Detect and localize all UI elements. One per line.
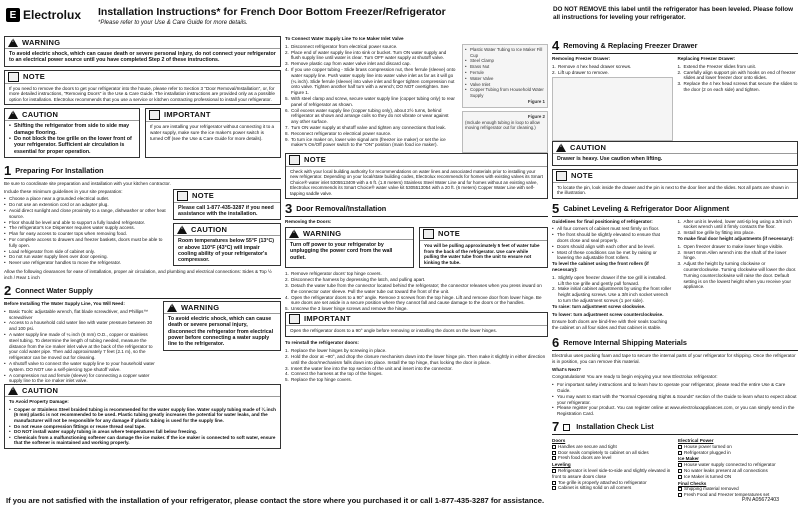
- list-item: • DO NOT install water supply tubing in areas where temperatures fall below freezing.: [9, 429, 276, 435]
- removing-drawer-heading: Removing Freezer Drawer:: [552, 56, 611, 61]
- step-item: 2. Disconnect the harness by depressing the latch, and pulling apart.: [285, 277, 426, 283]
- figure-2-label: Figure 2: [527, 113, 545, 119]
- checkbox-icon: [678, 469, 682, 473]
- step-item: 1. Remove refrigerator doors' top hinge covers.: [285, 271, 382, 277]
- section-title: Remove Internal Shipping Materials: [563, 338, 687, 348]
- checkbox-icon: [552, 486, 556, 490]
- note-icon: [556, 171, 567, 181]
- connect-water-steps: [285, 44, 457, 148]
- list-item: • All four corners of cabinet must rest firmly on floor.: [552, 226, 673, 232]
- list-item: • Valve Inlet: [465, 82, 545, 88]
- warning-icon: [8, 38, 18, 47]
- list-item: • A shutoff valve to connect the water supply line to your household water system. DO NOT use a self-piercing type shutoff valve.: [4, 361, 158, 373]
- step-item: 2. Place end of water supply line into sink or bucket. Turn ON water supply and flush supply line until water is clear. Turn OFF water supply at shutoff valve.: [285, 49, 447, 61]
- unplug-warning: [285, 227, 414, 268]
- note-label: NOTE: [192, 190, 215, 200]
- guidelines-heading: Include these minimum guidelines in your site preparation:: [4, 188, 123, 194]
- list-item: • Water Valve: [465, 76, 545, 82]
- locate-pin-text: To locate the pin, look inside the drawer and the pin is next to the door liner and the slides. Not all parts are shown in the illustration.: [557, 184, 789, 196]
- shipping-materials-text: Electrolux uses packing foam and tape to secure the internal parts of your refrigerator for shipping. Once the refrigerator is in position, you can remove this material.: [552, 353, 796, 364]
- list-item: • Copper Tubing from Household Water Supply: [465, 87, 545, 99]
- list-item: • Floor should be level and able to support a fully loaded refrigerator.: [4, 220, 168, 226]
- checklist-power: [678, 444, 798, 456]
- hinge-important-text: Open the refrigerator doors to a 90° angle before removing or installing the doors on the lower hinges.: [290, 328, 497, 334]
- checklist-item[interactable]: House water supply connected to refrigerator: [678, 462, 798, 468]
- warning-label: WARNING: [303, 228, 342, 238]
- checklist-doors-title: Doors: [552, 438, 566, 443]
- section-number: 3: [285, 201, 293, 217]
- list-item: • For complete access to drawers and freezer baskets, doors must be able to fully open.: [4, 237, 168, 249]
- leveling-final-steps: [678, 219, 799, 236]
- figure-1: [462, 44, 548, 108]
- checklist-item[interactable]: Refrigerator plugged in: [678, 450, 798, 456]
- section-1-heading: [4, 164, 281, 179]
- temperature-caution-text: Room temperatures below 55°F (13°C) or above 110°F (43°C) will impair cooling ability of your refrigerator's compressor.: [178, 238, 275, 264]
- list-item: • Doors should align with each other and be level.: [552, 244, 673, 250]
- step-item: 3. Detach the water tube from the connector located behind the refrigerator; the connector releases when you press inward on the connector outer sleeve. Pull the water tube out toward the front of the unit.: [285, 283, 542, 294]
- water-line-note-text: Check with your local building authority for recommendations on water lines and associated materials prior to installing your new refrigerator. Depending on your local/state building codes, Electrolux recommends for homes with existing valves its Smart Choice® water inlet 5305513409 with a 6 ft. (1.8 meters) Stainless Steel Water Line and for homes without an existing valve, Electrolux recommends its Smart Choice® water valve kit 5305513054 with a 20 ft. (6 meters) Copper Water Line with self-tapping saddle valve.: [290, 168, 543, 196]
- checklist-item[interactable]: Shipping material removed: [678, 486, 798, 492]
- warning-label: WARNING: [181, 302, 220, 312]
- next-steps-list: [552, 382, 798, 417]
- list-item: • Chemicals from a malfunctioning softener can damage the ice maker. If the ice maker is connected to soft water, ensure that the softener is maintained and working properly.: [9, 435, 276, 446]
- note-icon: [423, 229, 434, 239]
- list-item: • Do not use an extension cord or an adapter plug.: [4, 202, 168, 208]
- important-label: IMPORTANT: [164, 110, 211, 120]
- step-item: 3. Remove plastic cap from water valve inlet and discard cap.: [285, 61, 411, 67]
- whats-next-heading: What's Next?: [552, 366, 581, 372]
- section-title: Installation Check List: [576, 422, 654, 432]
- list-item: • Shifting the refrigerator from side to side may damage flooring.: [9, 123, 135, 136]
- step-item: 2. Install toe grille by fitting into place.: [677, 230, 755, 236]
- section-number: 1: [4, 162, 12, 178]
- list-item: • The refrigerator's Ice Dispenser requires water supply access.: [4, 225, 168, 231]
- caution-icon: [8, 386, 18, 395]
- list-item: • Never use refrigerator handles to move the refrigerator.: [4, 260, 168, 266]
- important-text: If you are installing your refrigerator without connecting it to a water supply, make sure the ice maker's power switch is turned Off (see the Use & Care Guide for more details).: [150, 124, 275, 141]
- note-icon: [177, 191, 188, 201]
- brand-logo: [6, 8, 81, 22]
- checklist-leveling-title: Leveling: [552, 462, 571, 468]
- step-item: 4. Connect the harness at the top of the hinges.: [285, 371, 383, 377]
- caution-label: CAUTION: [191, 224, 228, 234]
- assistance-text: Please call 1-877-435-3287 if you need assistance with the installation.: [178, 204, 274, 217]
- assistance-note: [173, 189, 281, 221]
- checkbox-icon: [678, 487, 682, 491]
- note-label: NOTE: [438, 229, 461, 239]
- checkbox-icon: [678, 451, 682, 455]
- list-item: • Load refrigerator from side of cabinet only.: [4, 249, 168, 255]
- shock-warning: [163, 301, 281, 350]
- checklist-item[interactable]: Door seals completely to cabinet on all sides: [552, 450, 672, 456]
- checkbox-icon: [552, 451, 556, 455]
- section-title: Connect Water Supply: [15, 286, 93, 296]
- section-number: 7: [552, 419, 560, 434]
- door-height-heading: To make final door height adjustments (if necessary):: [677, 236, 794, 242]
- leveling-step-3: Ensure both doors are bind-free with their seals touching the cabinet on all four sides and that cabinet is stable.: [552, 319, 668, 331]
- shock-warning-text: To avoid electric shock, which can cause death or severe personal injury, disconnect the refrigerator from electrical power before connecting a water supply line to the refrigerator.: [168, 316, 274, 348]
- caution-label: CAUTION: [22, 109, 59, 119]
- reinstall-heading: To reinstall the refrigerator doors:: [285, 340, 359, 346]
- figure-1-parts: [465, 47, 545, 99]
- step-item: 5. Unscrew the 3 lower hinge screws and remove the hinge.: [285, 306, 408, 312]
- brand-name: Electrolux: [23, 8, 82, 22]
- note-icon: [289, 155, 300, 165]
- list-item: • Do not block the toe grille on the lower front of your refrigerator. Sufficient air circulation is essential for proper operation.: [9, 136, 135, 155]
- list-item: • A water supply line made of ¼ inch (6 mm) O.D., copper or stainless steel tubing. To determine the length of tubing needed, measure the distance from the ice maker inlet valve at the back of the refrigerator to your cold water pipe. Then add approximately 7 feet (2.1 m), so the refrigerator can be moved out for cleaning.: [4, 332, 158, 361]
- warning-icon: [289, 229, 299, 238]
- checklist-item[interactable]: House power turned on: [678, 444, 798, 450]
- checklist-item[interactable]: No water leaks present at all connections: [678, 468, 798, 474]
- step-item: 4. Open the refrigerator doors to a 90° angle. Remove 3 screws from the top hinge. Lift and remove door from lower hinge. Be sure doors are set aside in a secure position where they cannot fall and cause damage to the doors or the handles.: [285, 294, 542, 306]
- warning-icon: [167, 303, 177, 312]
- section-7-heading: [552, 420, 798, 435]
- section-4-heading: [552, 39, 798, 54]
- column-middle: [285, 36, 548, 494]
- header: [6, 6, 546, 32]
- checklist-item[interactable]: Toe grille is properly attached to refrigerator: [552, 480, 672, 486]
- section-5-heading: [552, 202, 798, 217]
- electrolux-logo-icon: E: [6, 8, 20, 22]
- property-caution-list: [9, 407, 276, 446]
- unplug-warning-text: Turn off power to your refrigerator by unplugging the power cord from the wall outlet.: [290, 242, 393, 261]
- section-number: 5: [552, 200, 560, 216]
- step-item: 1. Remove 4 hex head drawer screws.: [552, 63, 632, 69]
- list-item: • Plan for easy access to counter tops when removing food.: [4, 231, 168, 237]
- checklist: [552, 437, 798, 498]
- checkbox-icon: [552, 469, 556, 473]
- step-item: 2. Make initial cabinet adjustments by using the front roller height adjusting screws. Use a 3/8 inch socket wrench to turn the adjustment screws (1 per side).: [552, 286, 672, 304]
- important-box: [145, 108, 281, 157]
- list-item: • Please register your product. You can register online at www.electroluxappliances.com, or you can simply send in the Registration Card.: [552, 405, 798, 417]
- note-label: NOTE: [571, 170, 594, 180]
- section-title: Cabinet Leveling & Refrigerator Door Alignment: [563, 203, 730, 213]
- step-item: 1. Open freezer drawer to make lower hinge visible.: [677, 243, 784, 249]
- section-title: Preparing For Installation: [15, 165, 104, 175]
- do-not-remove-notice: DO NOT REMOVE this label until the refrigerator has been leveled. Please follow all instructions for leveling your refrigerator.: [553, 6, 794, 21]
- figure-1-label: Figure 1: [527, 98, 545, 104]
- page-subtitle: *Please refer to your Use & Care Guide for more details.: [98, 20, 248, 26]
- water-tube-note-text: You will be pulling approximately 5 feet of water tube from the back of the refrigerator. Use care while pulling the water tube from the unit to ensure not kinking the tube.: [424, 243, 540, 265]
- list-item: • Brass Nut: [465, 64, 545, 70]
- warning-label: WARNING: [22, 37, 61, 47]
- step-item: 6. Coil excess water supply line (copper tubing only), about 2½ turns, behind refrigerator as shown and arrange coils so they do not vibrate or wear against any other surface.: [285, 107, 449, 125]
- list-item: • Avoid direct sunlight and close proximity to a range, dishwasher or other heat source.: [4, 208, 168, 220]
- caution-subhead: To Avoid Property Damage:: [9, 399, 69, 405]
- note-label: NOTE: [304, 154, 327, 164]
- caution-label: CAUTION: [570, 142, 607, 152]
- step-item: 2. Carefully align support pin with hooks on end of freezer slides and lower freezer door onto slides.: [677, 69, 796, 81]
- checklist-power-title: Electrical Power: [678, 438, 714, 443]
- checklist-item[interactable]: Fresh food doors are level: [552, 455, 672, 461]
- checkbox-icon: [678, 463, 682, 467]
- checklist-item[interactable]: Handles are secure and tight: [552, 444, 672, 450]
- list-item: • Basic Tools: adjustable wrench, flat blade screwdriver, and Phillips™ screwdriver: [4, 309, 158, 321]
- checklist-doors: [552, 444, 672, 461]
- warning-text: To avoid electric shock, which can cause death or severe personal injury, do not connect your refrigerator to an electrical power source until you have completed Step 2 of these instructions.: [9, 51, 276, 64]
- step-item: 2. Lift up drawer to remove.: [552, 69, 609, 75]
- requirements-list: [4, 309, 158, 384]
- section-number: 2: [4, 283, 12, 299]
- checklist-ice: [678, 462, 798, 479]
- step-item: 2. Insert 6mm Allen wrench into the shaft of the lower hinge.: [677, 249, 787, 261]
- checklist-final-title: Final Checks: [678, 480, 707, 486]
- figure-2: [462, 111, 548, 153]
- note-icon: [8, 72, 19, 82]
- raise-instruction: To raise: turn adjustment screw clockwise.: [552, 303, 646, 309]
- before-installing-heading: Before Installing The Water Supply Line, You Will Need:: [4, 301, 125, 307]
- checkbox-icon: [552, 445, 556, 449]
- column-right: [552, 36, 798, 498]
- caution-box: [4, 108, 140, 157]
- checkbox-icon: [552, 481, 556, 485]
- note-box: [4, 70, 281, 106]
- list-item: • Do not run water supply lines over door opening.: [4, 254, 168, 260]
- step-item: 1. After unit is leveled, lower anti-tip leg using a 3/8 inch socket wrench until it firmly contacts the floor.: [677, 218, 792, 230]
- door-height-steps: [678, 244, 799, 290]
- list-item: • You may want to start with the "Normal Operating Sights & Sounds" section of the Guide to learn what to expect about your refrigerator.: [552, 394, 798, 406]
- step-item: 1. Replace the lower hinges by screwing in place.: [285, 348, 387, 354]
- checklist-leveling: [552, 468, 672, 491]
- column-left: [4, 36, 281, 494]
- list-item: • A compression nut and ferrule (sleeve) for connecting a copper water supply line to the ice maker inlet valve.: [4, 373, 158, 385]
- section-number: 6: [552, 335, 560, 351]
- hinge-important: [285, 312, 548, 337]
- step-item: 8. Reconnect refrigerator to electrical power source.: [285, 130, 392, 136]
- caution-list: [5, 121, 139, 156]
- drawer-replace-steps: [678, 64, 799, 93]
- list-item: • Ferrule: [465, 70, 545, 76]
- water-line-note: [285, 153, 548, 200]
- list-item: • Most of these conditions can be met by raising or lowering the adjustable front rollers.: [552, 250, 673, 262]
- checklist-item[interactable]: Refrigerator is level side-to-side and slightly elevated in front to assure doors close: [552, 467, 671, 479]
- important-icon: [149, 110, 160, 120]
- leveling-steps: [552, 275, 673, 304]
- checkbox-icon: [552, 456, 556, 460]
- congrats-text: Congratulations! You are ready to begin enjoying your new Electrolux refrigerator:: [552, 374, 718, 380]
- water-tube-note: [419, 227, 548, 268]
- caution-icon: [556, 143, 566, 152]
- step-item: 1. Extend the Freezer slides from unit.: [677, 63, 757, 69]
- replacing-drawer-heading: Replacing Freezer Drawer:: [677, 56, 736, 61]
- clearances-text: Allow the following clearances for ease of installation, proper air circulation, and plumbing and electrical connections: Sides & Top ½ inch / Rear 1 inch: [4, 269, 272, 281]
- page-title: Installation Instructions* for French Door Bottom Freezer/Refrigerator: [98, 6, 446, 18]
- list-item: • Copper or Stainless Steel braided tubing is recommended for the water supply line. Water supply tubing made of ¼ inch (6 mm) plastic is not recommended to be used. Plastic tubing greatly increases the potential for water leaks, and the manufacturer will not be responsible for any damage if plastic tubing is used for the supply line.: [9, 407, 276, 424]
- step-item: 5. Replace the top hinge covers.: [285, 377, 352, 383]
- list-item: • The front should be slightly elevated to ensure that doors close and seal properly.: [552, 232, 673, 244]
- list-item: • Plastic Water Tubing to Ice Maker Fill Cup: [465, 47, 545, 59]
- site-guidelines-list: [4, 196, 168, 266]
- step-item: 3. Adjust the height by turning clockwise or counterclockwise. Turning clockwise will lower the door. Turning counterclockwise will raise the door. Default setting is on the lowest height when you receive your appliance.: [677, 261, 797, 290]
- step-item: 1. Disconnect refrigerator from electrical power source.: [285, 43, 398, 49]
- positioning-heading: Guidelines for final positioning of refrigerator:: [552, 218, 653, 224]
- note-label: NOTE: [23, 71, 46, 81]
- property-caution: [4, 384, 281, 449]
- checklist-item[interactable]: Fresh Food and Freezer temperatures set: [678, 492, 798, 498]
- step-item: 3. Insert the water line into the top section of the unit and insert into the connector.: [285, 365, 453, 371]
- important-icon: [289, 314, 300, 324]
- section-1-intro: Be sure to coordinate site preparation and installation with your kitchen contractor.: [4, 180, 171, 186]
- step-item: 1. Slightly open freezer drawer if the toe grill is installed. Lift the toe grille and gently pull forward.: [552, 274, 667, 286]
- figure-2-caption: (Include enough tubing in loop to allow moving refrigerator out for cleaning.): [465, 119, 540, 131]
- checklist-item[interactable]: Cabinet is sitting solid on all corners: [552, 485, 672, 491]
- leveling-heading: To level the cabinet using the front rollers (if necessary):: [552, 261, 649, 273]
- step-item: 7. Turn ON water supply at shutoff valve and tighten any connections that leak.: [285, 124, 447, 130]
- step-item: 5. With steel clamp and screw, secure water supply line (copper tubing only) to rear panel of refrigerator as shown.: [285, 95, 455, 107]
- heavy-drawer-caution: [552, 141, 798, 165]
- note-text: If you need to remove the doors to get your refrigerator into the house, please refer to Section 3 "Door Removal/Installation", or, for more detailed instructions, "Removing Doors" in the Use & Care Guide. The installation instructions are provided only as a possible option for installation. Electrolux recommends that you use a service or kitchen contracting professional to install your refrigerator.: [9, 85, 275, 102]
- important-label: IMPORTANT: [304, 314, 351, 324]
- connect-water-heading: To Connect Water Supply Line To Ice Maker Inlet Valve: [285, 36, 404, 41]
- drawer-illustration: [552, 77, 673, 141]
- list-item: • Access to a household cold water line with water pressure between 30 and 100 psi.: [4, 320, 158, 332]
- list-item: • Choose a place near a grounded electrical outlet.: [4, 196, 168, 202]
- list-item: • For important safety instructions and to learn how to operate your refrigerator, please read the entire Use & Care Guide.: [552, 382, 798, 394]
- door-reinstall-steps: [285, 348, 548, 383]
- warning-box: [4, 36, 281, 67]
- footer-assistance: If you are not satisfied with the installation of your refrigerator, please contact the store where you purchased it or call 1-877-435-3287 for assistance.: [6, 496, 545, 505]
- door-removal-steps: [285, 271, 548, 312]
- caution-label: CAUTION: [22, 385, 59, 395]
- step-item: 3. Replace the 4 hex head screws that secure the slides to the door (2 on each side) and tighten.: [677, 81, 798, 92]
- step-item: 4. If you use copper tubing - Slide brass compression nut, then ferrule (sleeve) onto water supply line. Push water supply line into water valve inlet as far as it will go (¼ inch). Slide ferrule (sleeve) into valve inlet and finger tighten compression nut onto valve. Tighten another half turn with a wrench; DO NOT overtighten. See Figure 1.: [285, 66, 456, 96]
- positioning-list: [552, 226, 673, 261]
- section-title: Door Removal/Installation: [296, 204, 387, 214]
- section-3-heading: [285, 202, 548, 217]
- part-number: P/N A05672403: [742, 497, 780, 503]
- section-6-heading: [552, 336, 798, 351]
- caution-icon: [177, 225, 187, 234]
- checkbox-icon: [678, 475, 682, 479]
- locate-pin-note: [552, 169, 798, 199]
- drawer-removal-steps: [552, 64, 673, 76]
- step-item: 2. Hold the door at ~90°, and drop the closure mechanism down into the lower hinge pin. Then make it slightly in either direction until the door/mechanism falls down into place. Install the top hinge, thus locking the door in place.: [285, 353, 546, 365]
- removing-doors-heading: Removing the Doors:: [285, 219, 332, 225]
- checklist-ice-title: Ice Maker: [678, 456, 699, 462]
- checkbox-icon: [678, 445, 682, 449]
- caution-icon: [8, 110, 18, 119]
- heavy-drawer-text: Drawer is heavy. Use caution when lifting.: [557, 156, 663, 163]
- lower-instruction: To lower: turn adjustment screw counterclockwise.: [552, 311, 664, 317]
- temperature-caution: [173, 223, 281, 266]
- section-2-heading: [4, 284, 281, 299]
- step-item: 9. To turn ice maker on, lower wire signal arm (freezer ice maker) or set the ice maker's On/Off power switch to the "ON" position (main food ice maker).: [285, 136, 446, 148]
- section-title: Removing & Replacing Freezer Drawer: [563, 41, 698, 51]
- checklist-item[interactable]: Ice Maker is turned ON: [678, 474, 798, 480]
- list-item: • Do not reuse compression fittings or reuse thread seal tape.: [9, 424, 276, 430]
- section-number: 4: [552, 38, 560, 53]
- list-item: • Steel Clamp: [465, 58, 545, 64]
- checkbox-icon: [563, 424, 570, 431]
